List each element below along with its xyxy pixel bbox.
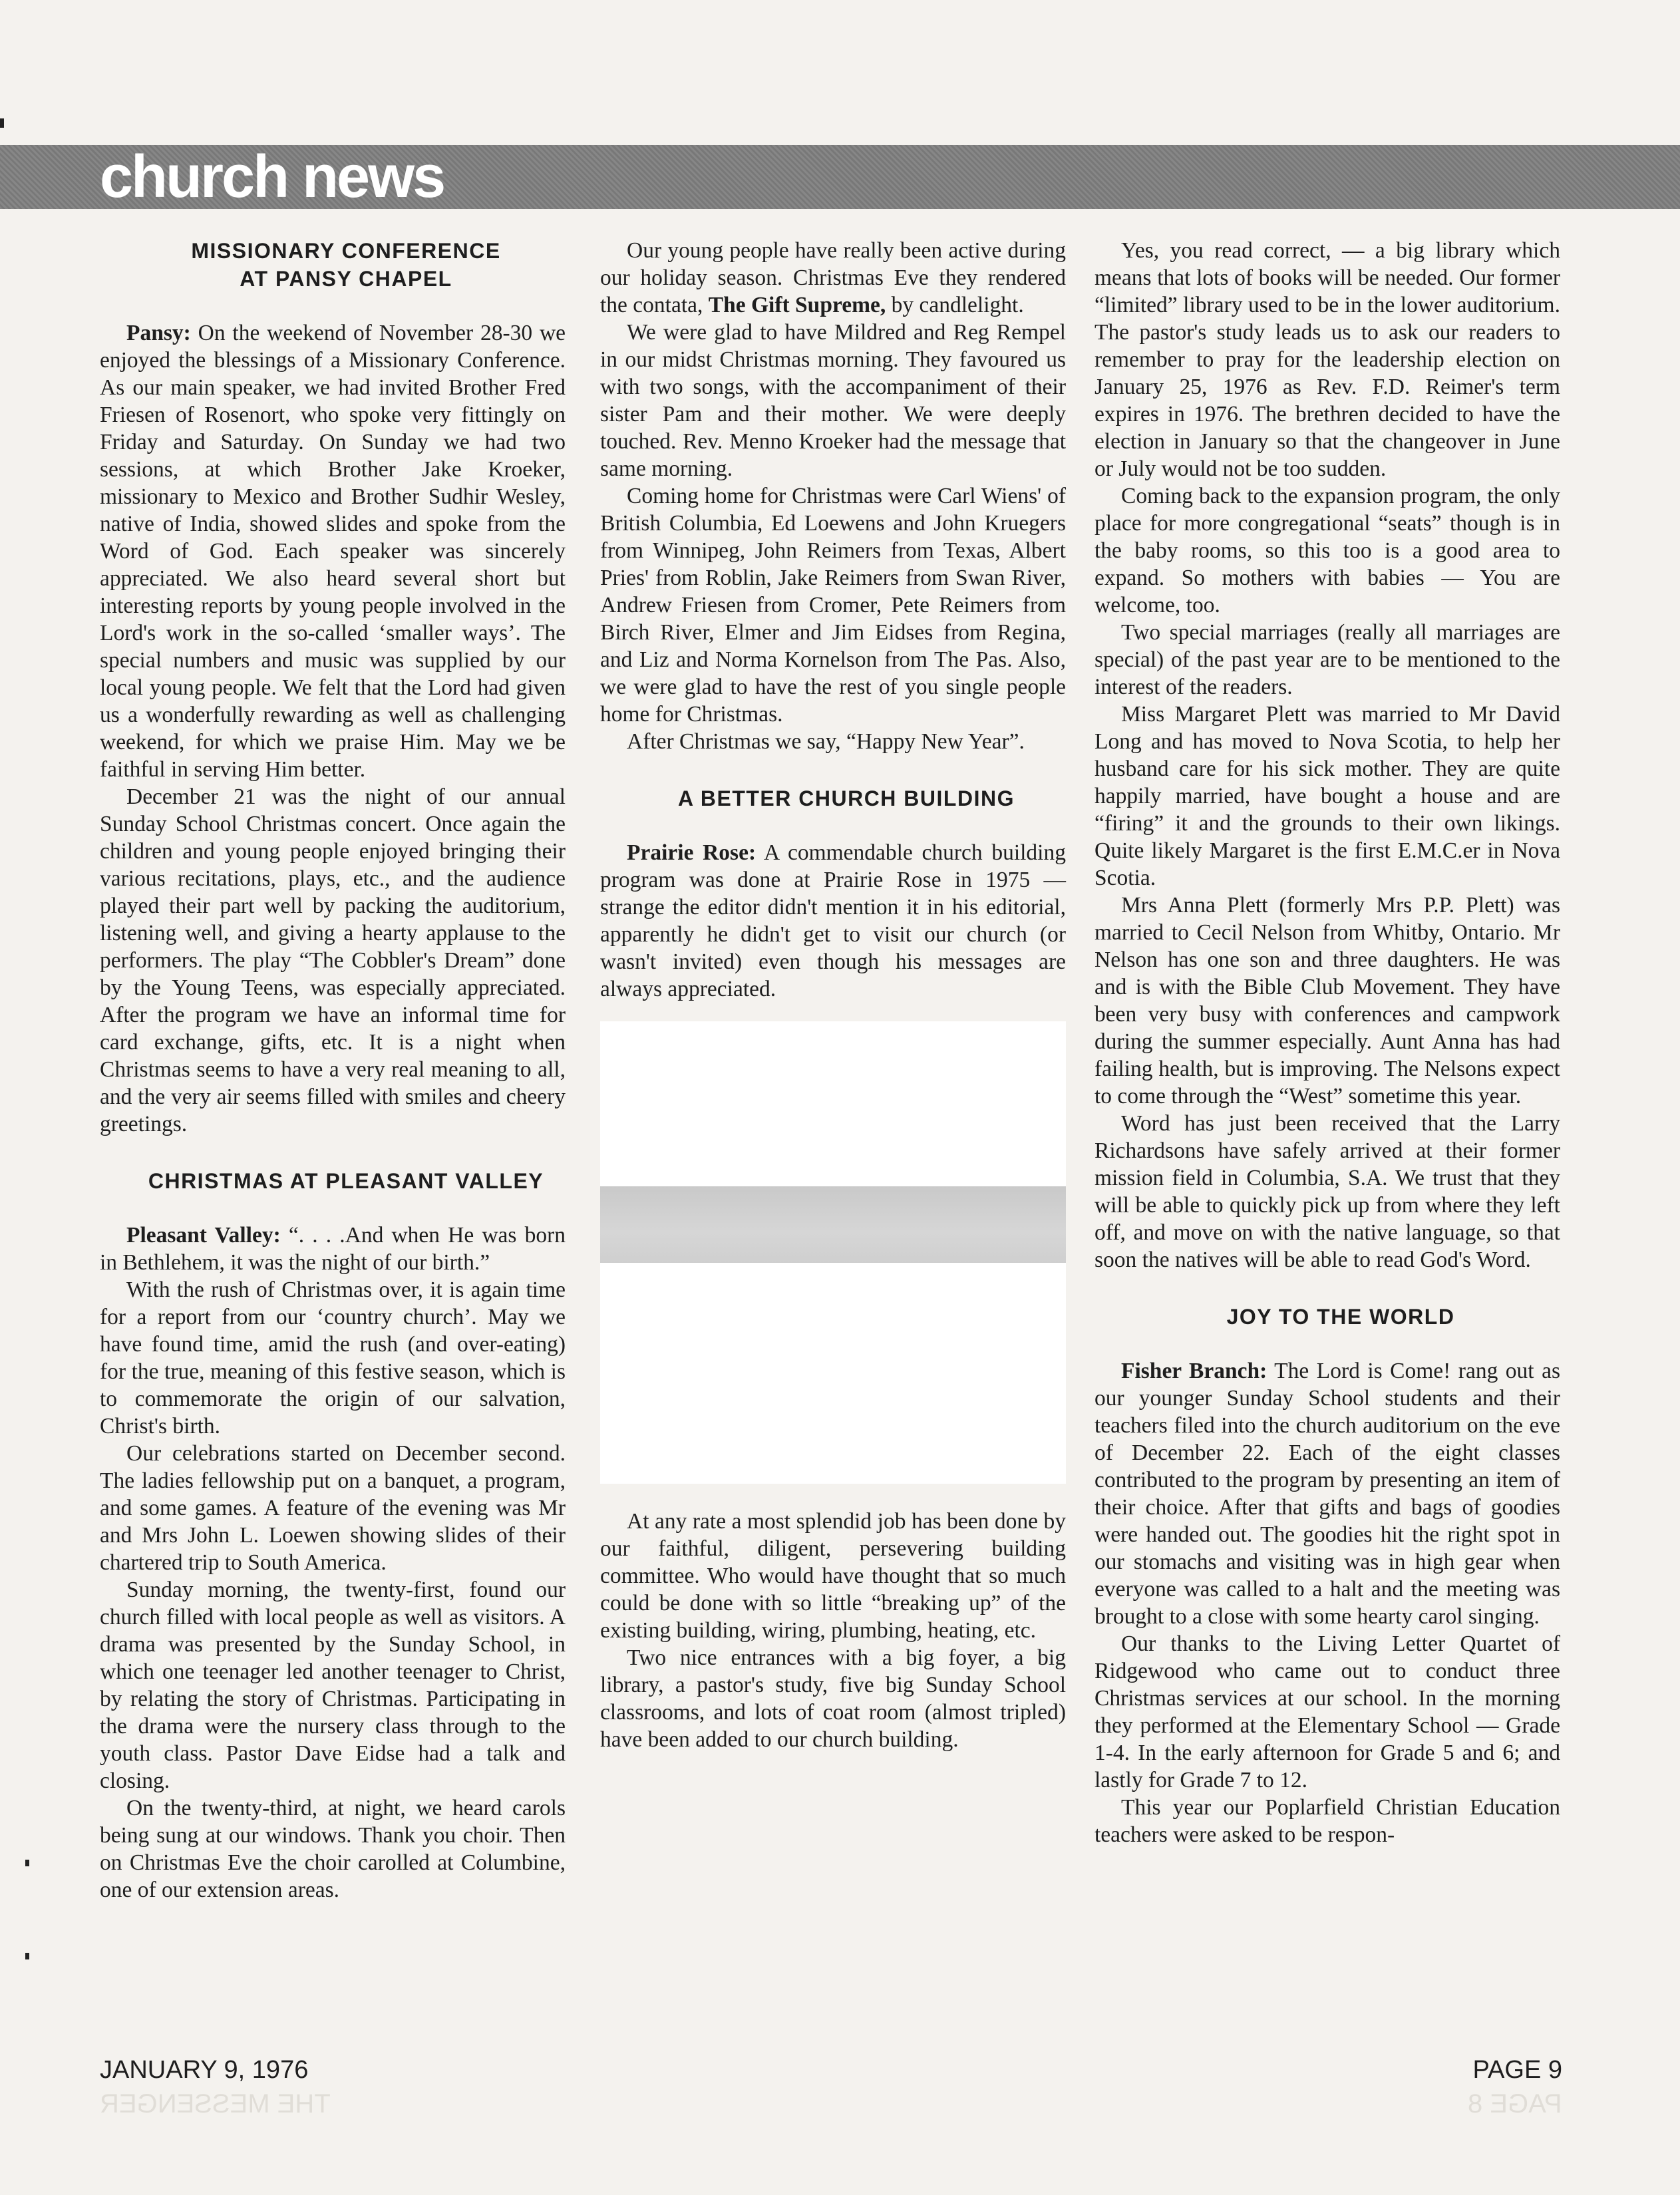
bleed-through-text: PAGE 8: [1468, 2089, 1562, 2118]
margin-dot: [25, 1860, 29, 1866]
bleed-through-text: THE MESSENGER: [100, 2089, 331, 2118]
issue-date: JANUARY 9, 1976: [100, 2056, 309, 2084]
article-fisher-branch: [1094, 1303, 1560, 1848]
place-name: Prairie Rose:: [627, 840, 756, 865]
paragraph: Pleasant Valley: “. . . .And when He was born in Bethlehem, it was the night of our birth.”: [100, 1223, 566, 1275]
article-pansy: [100, 237, 566, 1138]
paragraph: Two special marriages (really all marriages are special) of the past year are to be mentioned to the interest of the readers.: [1094, 620, 1560, 699]
headline: AT PANSY CHAPEL: [240, 267, 452, 291]
photo-band: [600, 1186, 1066, 1263]
headline: MISSIONARY CONFERENCE: [191, 239, 501, 263]
paragraph: Word has just been received that the Larry Richardsons have safely arrived at their former mission field in Columbia, S.A. We trust that they will be able to quickly pick up from where they left off, and move on with the native language, so that soon the natives will be able to read God's Word.: [1094, 1111, 1560, 1272]
paragraph: Mrs Anna Plett (formerly Mrs P.P. Plett) was married to Cecil Nelson from Whitby, Ontario. Mr Nelson has one son and three daughters. He was and is with the Bible Club Movement. They have been very busy with conferences and campwork during the summer especially. Aunt Anna has had failing health, but is improving. The Nelsons expect to come through the “West” sometime this year.: [1094, 893, 1560, 1108]
paragraph: Miss Margaret Plett was married to Mr David Long and has moved to Nova Scotia, to help her husband care for his sick mother. They are quite happily married, have bought a house and are “firing” it and the grounds to their own likings. Quite likely Margaret is the first E.M.C.er in Nova Scotia.: [1094, 702, 1560, 890]
paragraph: Prairie Rose: A commendable church building program was done at Prairie Rose in 1975 — strange the editor didn't mention it in his editorial, apparently he didn't get to visit our church (or wasn't invited) even though his messages are always appreciated.: [600, 840, 1066, 1001]
column-3: [1094, 237, 1560, 1848]
headline: CHRISTMAS AT PLEASANT VALLEY: [148, 1169, 544, 1193]
margin-dot: [25, 1953, 29, 1959]
paragraph: Our young people have really been active during our holiday season. Christmas Eve they rendered the contata, The Gift Supreme, by candlelight.: [600, 238, 1066, 317]
page-number: PAGE 9: [1472, 2056, 1562, 2084]
paragraph: Yes, you read correct, — a big library which means that lots of books will be needed. Our former “limited” library used to be in the lower auditorium. The pastor's study leads us to ask our readers to remember to pray for the leadership election on January 25, 1976 as Rev. F.D. Reimer's term expires in 1976. The brethren decided to have the election in January so that the changeover in June or July would not be too sudden.: [1094, 238, 1560, 481]
place-name: Pleasant Valley:: [126, 1223, 281, 1248]
article-pleasant-valley: [100, 1167, 566, 1904]
banner-title: church news: [100, 144, 444, 210]
place-name: Fisher Branch:: [1121, 1359, 1267, 1383]
paragraph: We were glad to have Mildred and Reg Rempel in our midst Christmas morning. They favoured us with two songs, with the accompaniment of their sister Pam and their mother. We were deeply touched. Rev. Menno Kroeker had the message that same morning.: [600, 320, 1066, 481]
paragraph: This year our Poplarfield Christian Education teachers were asked to be respon-: [1094, 1795, 1560, 1847]
paragraph: Pansy: On the weekend of November 28-30 we enjoyed the blessings of a Missionary Conference. As our main speaker, we had invited Brother Fred Friesen of Rosenort, who spoke very fittingly on Friday and Saturday. On Sunday we had two sessions, at which Brother Jake Kroeker, missionary to Mexico and Brother Sudhir Wesley, native of India, showed slides and spoke from the Word of God. Each speaker was sincerely appreciated. We also heard several short but interesting reports by young people involved in the Lord's work in the so-called ‘smaller ways’. The special numbers and music was supplied by our local young people. We felt that the Lord had given us a wonderfully rewarding as well as challenging weekend, for which we praise Him. May we be faithful in serving Him better.: [100, 321, 566, 782]
paragraph: Coming back to the expansion program, the only place for more congregational “seats” though is in the baby rooms, so this too is a good area to expand. So mothers with babies — You are welcome, too.: [1094, 484, 1560, 617]
place-name: Pansy:: [126, 321, 191, 345]
paragraph: Two nice entrances with a big foyer, a big library, a pastor's study, five big Sunday School classrooms, and lots of coat room (almost tripled) have been added to our church building.: [600, 1645, 1066, 1752]
headline: A BETTER CHURCH BUILDING: [678, 786, 1015, 810]
paragraph: Our celebrations started on December second. The ladies fellowship put on a banquet, a program, and some games. A feature of the evening was Mr and Mrs John L. Loewen showing slides of their chartered trip to South America.: [100, 1441, 566, 1575]
column-1: [100, 237, 566, 1904]
church-photo: [600, 1021, 1066, 1484]
paragraph: At any rate a most splendid job has been done by our faithful, diligent, persevering building committee. Who would have thought that so much could be done with so little “breaking up” of the existing building, wiring, plumbing, heating, etc.: [600, 1509, 1066, 1643]
paragraph: December 21 was the night of our annual Sunday School Christmas concert. Once again the children and young people enjoyed bringing their various recitations, plays, etc., and the audience played their part well by packing the auditorium, listening well, and giving a hearty applause to the performers. The play “The Cobbler's Dream” done by the Young Teens, was especially appreciated. After the program we have an informal time for card exchange, gifts, etc. It is a night when Christmas seems to have a very real meaning to all, and the very air seems filled with smiles and cheery greetings.: [100, 784, 566, 1136]
article-prairie-rose: [600, 784, 1066, 1753]
paragraph: Our thanks to the Living Letter Quartet of Ridgewood who came out to conduct three Christmas services at our school. In the morning they performed at the Elementary School — Grade 1-4. In the early afternoon for Grade 5 and 6; and lastly for Grade 7 to 12.: [1094, 1631, 1560, 1792]
paragraph: Fisher Branch: The Lord is Come! rang out as our younger Sunday School students and their teachers filed into the church auditorium on the eve of December 22. Each of the eight classes contributed to the program by presenting an item of their choice. After that gifts and bags of goodies were handed out. The goodies hit the right spot in our stomachs and visiting was in high gear when everyone was called to a halt and the meeting was brought to a close with some hearty carol singing.: [1094, 1359, 1560, 1629]
section-banner: [0, 145, 1680, 209]
paragraph: Sunday morning, the twenty-first, found our church filled with local people as well as visitors. A drama was presented by the Sunday School, in which one teenager led another teenager to Christ, by relating the story of Christmas. Participating in the drama were the nursery class through to the youth class. Pastor Dave Eidse had a talk and closing.: [100, 1578, 566, 1793]
cantata-title: The Gift Supreme,: [708, 293, 886, 317]
paragraph: Coming home for Christmas were Carl Wiens' of British Columbia, Ed Loewens and John Kruegers from Winnipeg, John Reimers from Texas, Albert Pries' from Roblin, Jake Reimers from Swan River, Andrew Friesen from Cromer, Pete Reimers from Birch River, Elmer and Jim Eidses from Regina, and Liz and Norma Kornelson from The Pas. Also, we were glad to have the rest of you single people home for Christmas.: [600, 484, 1066, 727]
paragraph: With the rush of Christmas over, it is again time for a report from our ‘country church’. May we have found time, amid the rush (and over-eating) for the true, meaning of this festive season, which is to commemorate the origin of our salvation, Christ's birth.: [100, 1277, 566, 1438]
paragraph: After Christmas we say, “Happy New Year”.: [627, 729, 1025, 754]
column-2: [600, 237, 1066, 1753]
headline: JOY TO THE WORLD: [1226, 1305, 1455, 1329]
paragraph: On the twenty-third, at night, we heard carols being sung at our windows. Thank you choir. Then on Christmas Eve the choir carolled at Columbine, one of our extension areas.: [100, 1796, 566, 1902]
edge-mark: [0, 118, 4, 128]
